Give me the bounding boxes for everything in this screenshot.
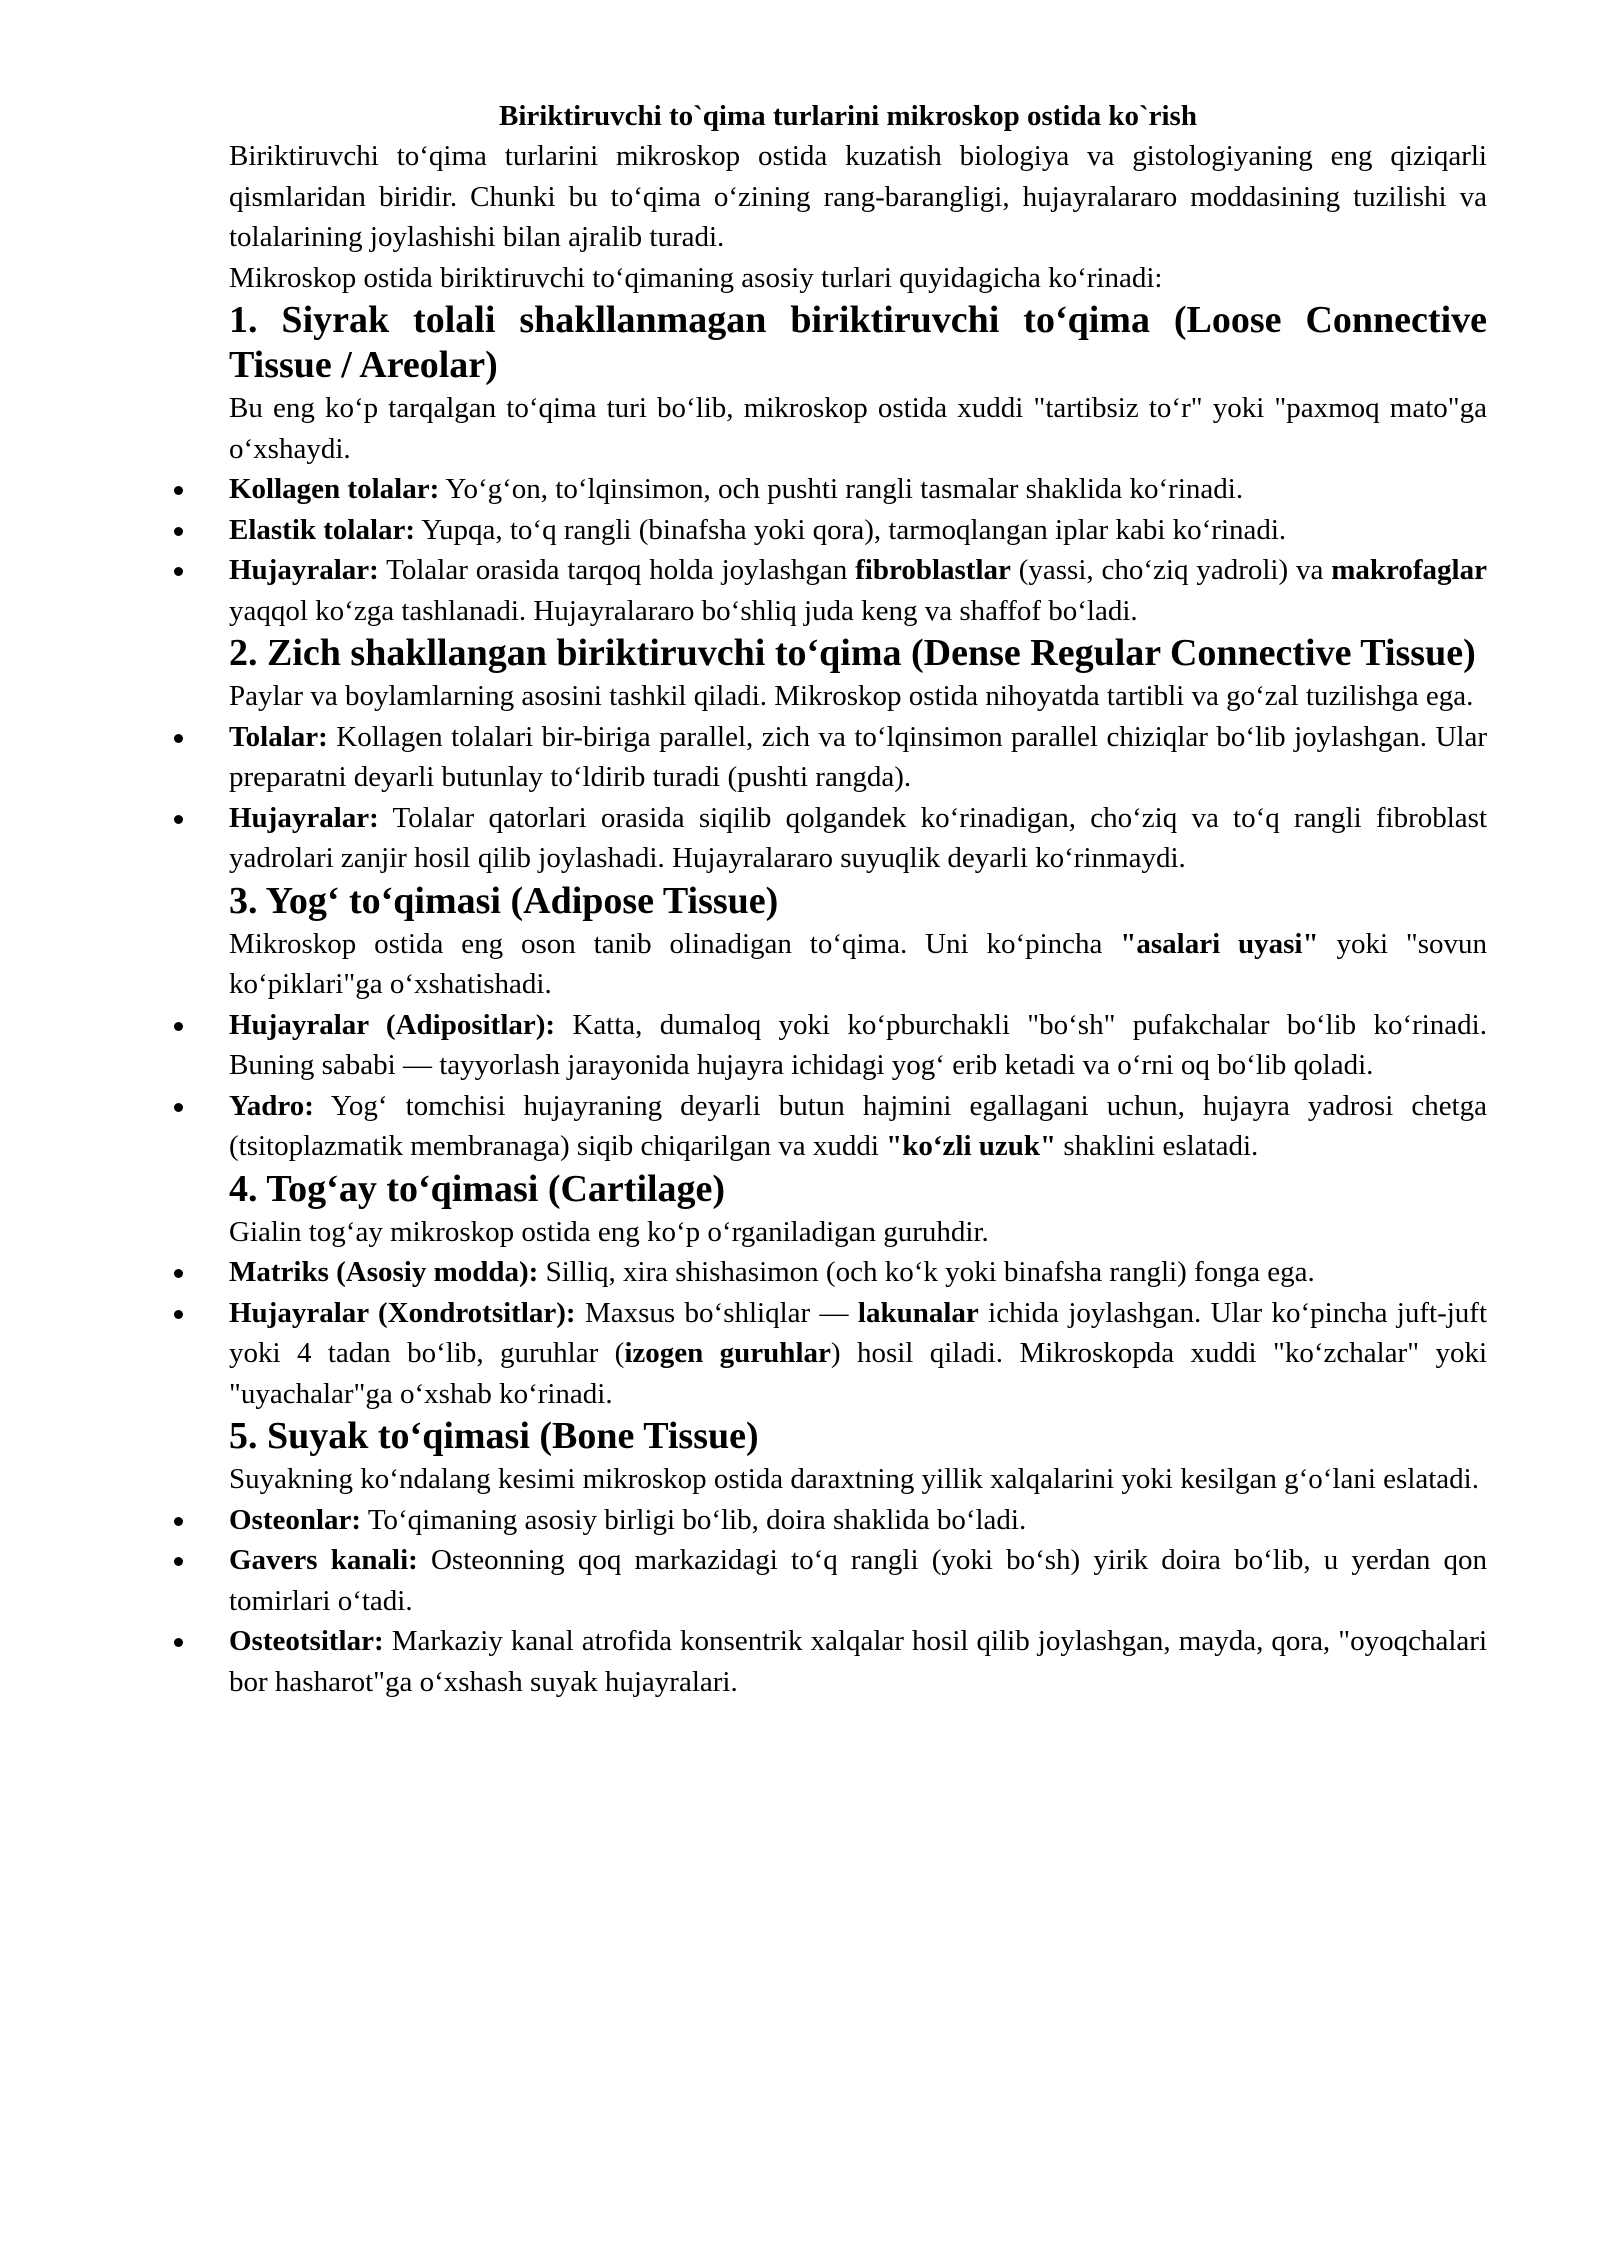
section-heading-cartilage: 4. Tog‘ay to‘qimasi (Cartilage) bbox=[229, 1167, 726, 1210]
bullet-list bbox=[229, 1500, 1487, 1703]
list-item bbox=[229, 798, 1487, 879]
item-label: Hujayralar: bbox=[229, 801, 379, 834]
item-text: Tolalar qatorlari orasida siqilib qolgandek ko‘rinadigan, cho‘ziq va to‘q rangli fibroblast yadrolari zanjir hosil qilib joylashadi. Hujayralararo suyuqlik deyarli ko‘rinmaydi. bbox=[229, 801, 1487, 874]
bullet-icon bbox=[174, 486, 183, 495]
item-text: ichida joylashgan. Ular ko‘pincha juft-juft yoki 4 tadan bo‘lib, guruhlar ( bbox=[229, 1296, 1488, 1369]
bullet-list bbox=[229, 717, 1487, 879]
list-item bbox=[229, 1086, 1487, 1167]
item-emphasis: fibroblastlar bbox=[855, 554, 1011, 586]
bullet-icon bbox=[174, 1269, 183, 1278]
bullet-icon bbox=[174, 734, 183, 743]
document-title: Biriktiruvchi to`qima turlarini mikroskop ostida ko`rish bbox=[499, 100, 1197, 132]
document-body bbox=[229, 96, 1487, 1702]
list-item bbox=[229, 1293, 1487, 1415]
item-label: Matriks (Asosiy modda): bbox=[229, 1256, 539, 1288]
bullet-icon bbox=[174, 815, 183, 824]
section-description: Bu eng ko‘p tarqalgan to‘qima turi bo‘lib, mikroskop ostida xuddi "tartibsiz to‘r" yoki "paxmoq mato"ga o‘xshaydi. bbox=[229, 392, 1487, 465]
list-item bbox=[229, 1500, 1487, 1541]
item-text: Katta, dumaloq yoki ko‘pburchakli "bo‘sh" pufakchalar bo‘lib ko‘rinadi. Buning sababi — tayyorlash jarayonida hujayra ichidagi yog‘ erib ketadi va o‘rni oq bo‘lib qoladi. bbox=[229, 1008, 1487, 1081]
section-description: Gialin tog‘ay mikroskop ostida eng ko‘p o‘rganiladigan guruhdir. bbox=[229, 1215, 989, 1248]
item-label: Osteonlar: bbox=[229, 1503, 362, 1536]
item-text: Tolalar orasida tarqoq holda joylashgan bbox=[378, 554, 856, 586]
section-heading-adipose-tissue: 3. Yog‘ to‘qimasi (Adipose Tissue) bbox=[229, 879, 779, 922]
bullet-icon bbox=[174, 1557, 183, 1566]
bullet-icon bbox=[174, 1310, 183, 1319]
item-emphasis: makrofaglar bbox=[1331, 554, 1487, 586]
description-text: Mikroskop ostida eng oson tanib olinadigan to‘qima. Uni ko‘pincha bbox=[229, 927, 1121, 960]
item-text: ) hosil qiladi. Mikroskopda xuddi "ko‘zchalar" yoki "uyachalar"ga o‘xshab ko‘rinadi. bbox=[229, 1337, 1487, 1410]
bullet-icon bbox=[174, 1517, 183, 1526]
item-label: Kollagen tolalar: bbox=[229, 473, 440, 505]
bullet-icon bbox=[174, 1638, 183, 1647]
bullet-icon bbox=[174, 527, 183, 536]
bullet-icon bbox=[174, 1103, 183, 1112]
item-text: Markaziy kanal atrofida konsentrik xalqalar hosil qilib joylashgan, mayda, qora, "oyoqchalari bor hasharot"ga o‘xshash suyak hujayralari. bbox=[229, 1625, 1487, 1698]
item-label: Hujayralar: bbox=[229, 554, 379, 586]
section-description: Paylar va boylamlarning asosini tashkil qiladi. Mikroskop ostida nihoyatda tartibli va go‘zal tuzilishga ega. bbox=[229, 680, 1474, 712]
item-text: (yassi, cho‘ziq yadroli) va bbox=[1010, 554, 1332, 586]
list-item bbox=[229, 1005, 1487, 1086]
item-emphasis: "ko‘zli uzuk" bbox=[886, 1130, 1057, 1162]
item-label: Elastik tolalar: bbox=[229, 513, 416, 546]
item-text: Yo‘g‘on, to‘lqinsimon, och pushti rangli tasmalar shaklida ko‘rinadi. bbox=[439, 473, 1244, 505]
item-text: Silliq, xira shishasimon (och ko‘k yoki binafsha rangli) fonga ega. bbox=[538, 1256, 1315, 1288]
list-item bbox=[229, 550, 1487, 631]
list-item bbox=[229, 1540, 1487, 1621]
bullet-list bbox=[229, 1252, 1487, 1414]
section-heading-dense-tissue: 2. Zich shakllangan biriktiruvchi to‘qima (Dense Regular Connective Tissue) bbox=[229, 632, 1476, 674]
item-text: Yog‘ tomchisi hujayraning deyarli butun hajmini egallagani uchun, hujayra yadrosi chetga (tsitoplazmatik membranaga) siqib chiqarilgan va xuddi bbox=[229, 1089, 1487, 1162]
section-description: Suyakning ko‘ndalang kesimi mikroskop ostida daraxtning yillik xalqalarini yoki kesilgan g‘o‘lani eslatadi. bbox=[229, 1463, 1479, 1495]
item-label: Gavers kanali: bbox=[229, 1544, 418, 1576]
bullet-list bbox=[229, 469, 1487, 631]
bullet-list bbox=[229, 1005, 1487, 1167]
item-label: Osteotsitlar: bbox=[229, 1625, 384, 1657]
item-emphasis: izogen guruhlar bbox=[624, 1337, 831, 1369]
description-emphasis: "asalari uyasi" bbox=[1120, 927, 1319, 960]
section-description bbox=[229, 924, 1487, 1005]
item-text: shaklini eslatadi. bbox=[1056, 1130, 1259, 1162]
intro-paragraph: Biriktiruvchi to‘qima turlarini mikroskop ostida kuzatish biologiya va gistologiyaning eng qiziqarli qismlaridan biridir. Chunki bu to‘qima o‘zining rang-barangligi, hujayralararo moddasining tuzilishi va tolalarining joylashishi bilan ajralib turadi. bbox=[229, 140, 1487, 253]
bullet-icon bbox=[174, 567, 183, 576]
item-text: To‘qimaning asosiy birligi bo‘lib, doira shaklida bo‘ladi. bbox=[361, 1503, 1027, 1536]
list-item bbox=[229, 717, 1487, 798]
item-text: Osteonning qoq markazidagi to‘q rangli (yoki bo‘sh) yirik doira bo‘lib, u yerdan qon tomirlari o‘tadi. bbox=[229, 1544, 1487, 1617]
item-emphasis: lakunalar bbox=[857, 1296, 979, 1329]
item-text: yaqqol ko‘zga tashlanadi. Hujayralararo bo‘shliq juda keng va shaffof bo‘ladi. bbox=[229, 594, 1138, 627]
intro-lead-in: Mikroskop ostida biriktiruvchi to‘qimaning asosiy turlari quyidagicha ko‘rinadi: bbox=[229, 261, 1163, 294]
list-item bbox=[229, 1621, 1487, 1702]
item-label: Yadro: bbox=[229, 1089, 314, 1122]
section-heading-bone-tissue: 5. Suyak to‘qimasi (Bone Tissue) bbox=[229, 1415, 759, 1457]
list-item bbox=[229, 1252, 1487, 1293]
list-item bbox=[229, 469, 1487, 510]
description-text: yoki "sovun ko‘piklari"ga o‘xshatishadi. bbox=[229, 927, 1487, 1000]
item-text: Kollagen tolalari bir-biriga parallel, zich va to‘lqinsimon parallel chiziqlar bo‘lib joylashgan. Ular preparatni deyarli butunlay to‘ldirib turadi (pushti rangda). bbox=[229, 720, 1487, 793]
item-label: Hujayralar (Xondrotsitlar): bbox=[229, 1296, 576, 1329]
item-text: Maxsus bo‘shliqlar — bbox=[575, 1296, 858, 1329]
item-text: Yupqa, to‘q rangli (binafsha yoki qora), tarmoqlangan iplar kabi ko‘rinadi. bbox=[415, 513, 1287, 546]
item-label: Hujayralar (Adipositlar): bbox=[229, 1008, 556, 1041]
section-heading-loose-tissue: 1. Siyrak tolali shakllanmagan biriktiruvchi to‘qima (Loose Connective Tissue / Areolar) bbox=[229, 299, 1487, 386]
item-label: Tolalar: bbox=[229, 720, 328, 753]
bullet-icon bbox=[174, 1022, 183, 1031]
list-item bbox=[229, 510, 1487, 551]
